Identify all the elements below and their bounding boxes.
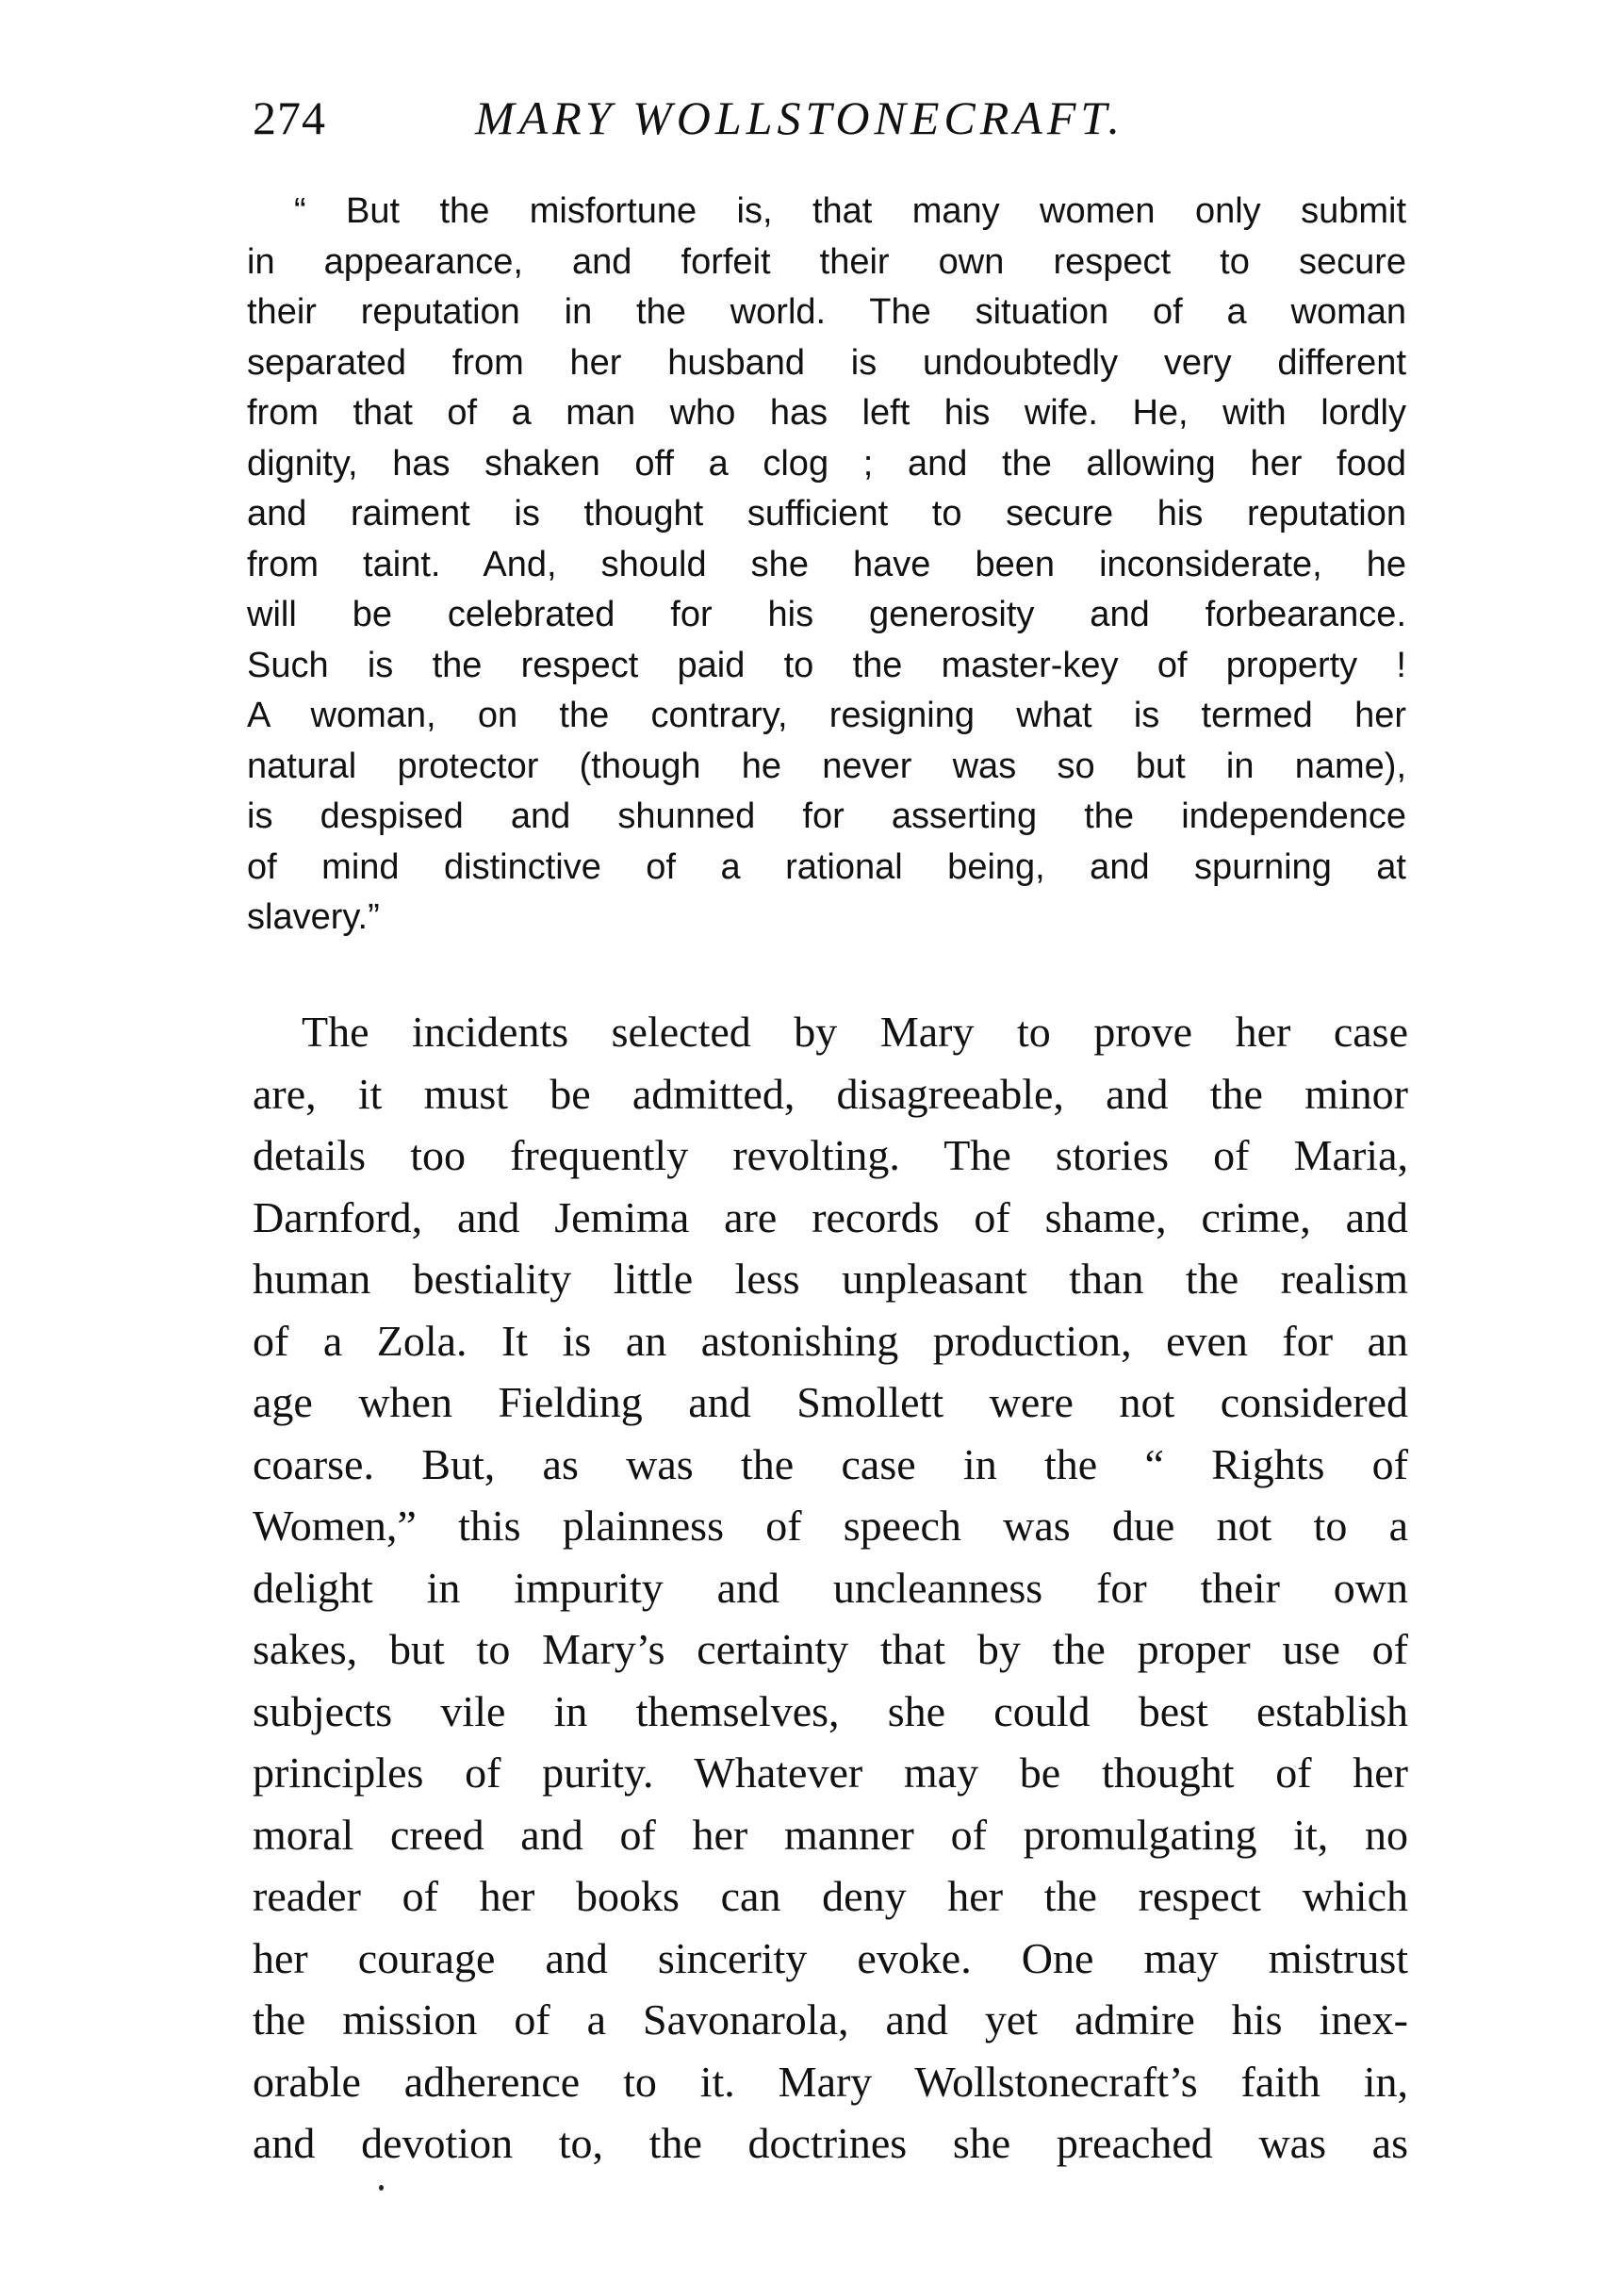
quote-line: will be celebrated for his generosity and forbearance.	[247, 595, 1406, 634]
body-line: the mission of a Savonarola, and yet admire his inex-	[253, 1995, 1408, 2044]
quote-line: slavery.”	[247, 897, 380, 937]
quote-line: Such is the respect paid to the master-key of property !	[247, 645, 1406, 685]
block-quote	[247, 187, 1406, 944]
body-line: details too frequently revolting. The stories of Maria,	[253, 1131, 1408, 1179]
body-line: principles of purity. Whatever may be thought of her	[253, 1748, 1408, 1797]
body-line: moral creed and of her manner of promulgating it, no	[253, 1810, 1408, 1859]
ink-speck	[379, 2185, 384, 2191]
body-line: Women,” this plainness of speech was due not to a	[253, 1502, 1408, 1550]
body-line: sakes, but to Mary’s certainty that by the proper use of	[253, 1625, 1408, 1673]
body-line: orable adherence to it. Mary Wollstonecraft’s faith in,	[253, 2057, 1408, 2106]
quote-line: A woman, on the contrary, resigning what is termed her	[247, 696, 1406, 735]
quote-line: is despised and shunned for asserting the independence	[247, 796, 1406, 836]
body-line: age when Fielding and Smollett were not considered	[253, 1378, 1408, 1426]
body-line: human bestiality little less unpleasant than the realism	[253, 1255, 1408, 1303]
quote-line: from that of a man who has left his wife. He, with lordly	[247, 393, 1406, 433]
body-line: of a Zola. It is an astonishing production, even for an	[253, 1316, 1408, 1365]
running-head	[253, 90, 1421, 166]
body-line: are, it must be admitted, disagreeable, and the minor	[253, 1069, 1408, 1118]
quote-line: separated from her husband is undoubtedly very different	[247, 342, 1406, 383]
body-line: coarse. But, as was the case in the “ Rights of	[253, 1439, 1408, 1488]
quote-line: from taint. And, should she have been inconsiderate, he	[247, 544, 1406, 584]
running-title: MARY WOLLSTONECRAFT.	[475, 91, 1124, 144]
quote-line: their reputation in the world. The situation of a woman	[247, 292, 1406, 332]
body-line: and devotion to, the doctrines she preached was as	[253, 2119, 1408, 2167]
body-line: reader of her books can deny her the respect which	[253, 1872, 1408, 1920]
page-number: 274	[253, 91, 326, 144]
quote-line: “ But the misfortune is, that many women only submit	[294, 191, 1406, 231]
body-line: The incidents selected by Mary to prove her case	[302, 1008, 1408, 1056]
quote-line: and raiment is thought sufficient to secure his reputation	[247, 494, 1406, 534]
body-line: her courage and sincerity evoke. One may mistrust	[253, 1933, 1408, 1982]
quote-line: in appearance, and forfeit their own respect to secure	[247, 241, 1406, 282]
body-line: subjects vile in themselves, she could best establish	[253, 1686, 1408, 1735]
quote-line: of mind distinctive of a rational being, and spurning at	[247, 846, 1406, 887]
body-line: Darnford, and Jemima are records of shame, crime, and	[253, 1192, 1408, 1241]
quote-line: dignity, has shaken off a clog ; and the allowing her food	[247, 443, 1406, 484]
body-line: delight in impurity and uncleanness for their own	[253, 1563, 1408, 1612]
quote-line: natural protector (though he never was so but in name),	[247, 746, 1406, 786]
body-paragraph	[253, 1001, 1408, 2175]
